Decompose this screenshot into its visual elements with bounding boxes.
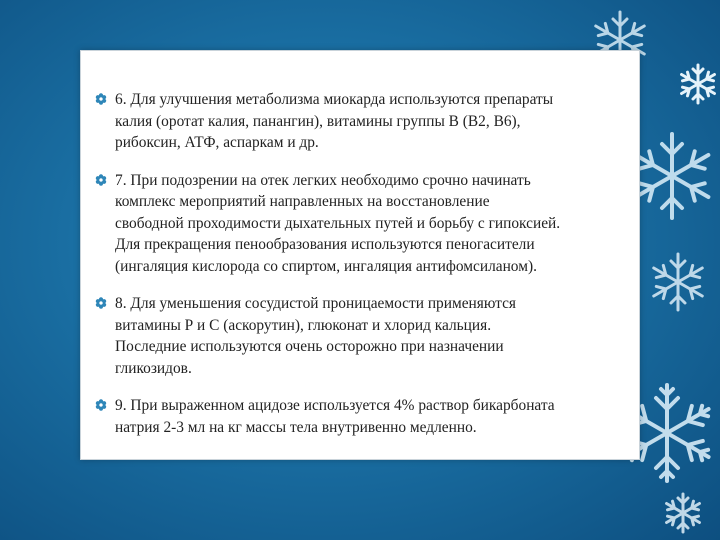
gear-flower-icon	[95, 174, 107, 186]
snowflake-icon	[676, 62, 720, 106]
list-item-line: 9. При выраженном ацидозе используется 4% раствор бикарбоната	[115, 397, 555, 414]
list-item	[91, 293, 631, 379]
list-item	[91, 395, 631, 438]
content-panel	[80, 50, 640, 460]
list-item-line: Последние используются очень осторожно при назначении	[115, 338, 504, 355]
gear-flower-icon	[95, 297, 107, 309]
list-item-line: 6. Для улучшения метаболизма миокарда используются препараты	[115, 91, 554, 108]
list-item	[91, 170, 631, 278]
list-item	[91, 89, 631, 154]
snowflake-icon	[656, 486, 710, 540]
list-item-line: Для прекращения пенообразования используются пеногасители	[115, 236, 535, 253]
list-item-line: (ингаляция кислорода со спиртом, ингаляция антифомсиланом).	[115, 257, 537, 275]
list-item-line: 7. При подозрении на отек легких необходимо срочно начинать	[115, 171, 531, 189]
list-item-line: витамины Р и С (аскорутин), глюконат и хлорид кальция.	[115, 316, 492, 334]
list-item-line: натрия 2-3 мл на кг массы тела внутривенно медленно.	[115, 418, 477, 436]
list-item-line: гликозидов.	[115, 359, 192, 377]
gear-flower-icon	[95, 93, 107, 105]
list-item-line: комплекс мероприятий направленных на восстановление	[115, 193, 490, 210]
gear-flower-icon	[95, 399, 107, 411]
bullet-list	[91, 89, 631, 454]
list-item-line: 8. Для уменьшения сосудистой проницаемости применяются	[115, 295, 516, 312]
list-item-line: рибоксин, АТФ, аспаркам и др.	[115, 134, 319, 151]
list-item-line: свободной проходимости дыхательных путей и борьбу с гипоксией.	[115, 214, 561, 232]
list-item-line: калия (оротат калия, панангин), витамины группы В (В2, В6),	[115, 112, 521, 130]
snowflake-icon	[648, 252, 708, 312]
